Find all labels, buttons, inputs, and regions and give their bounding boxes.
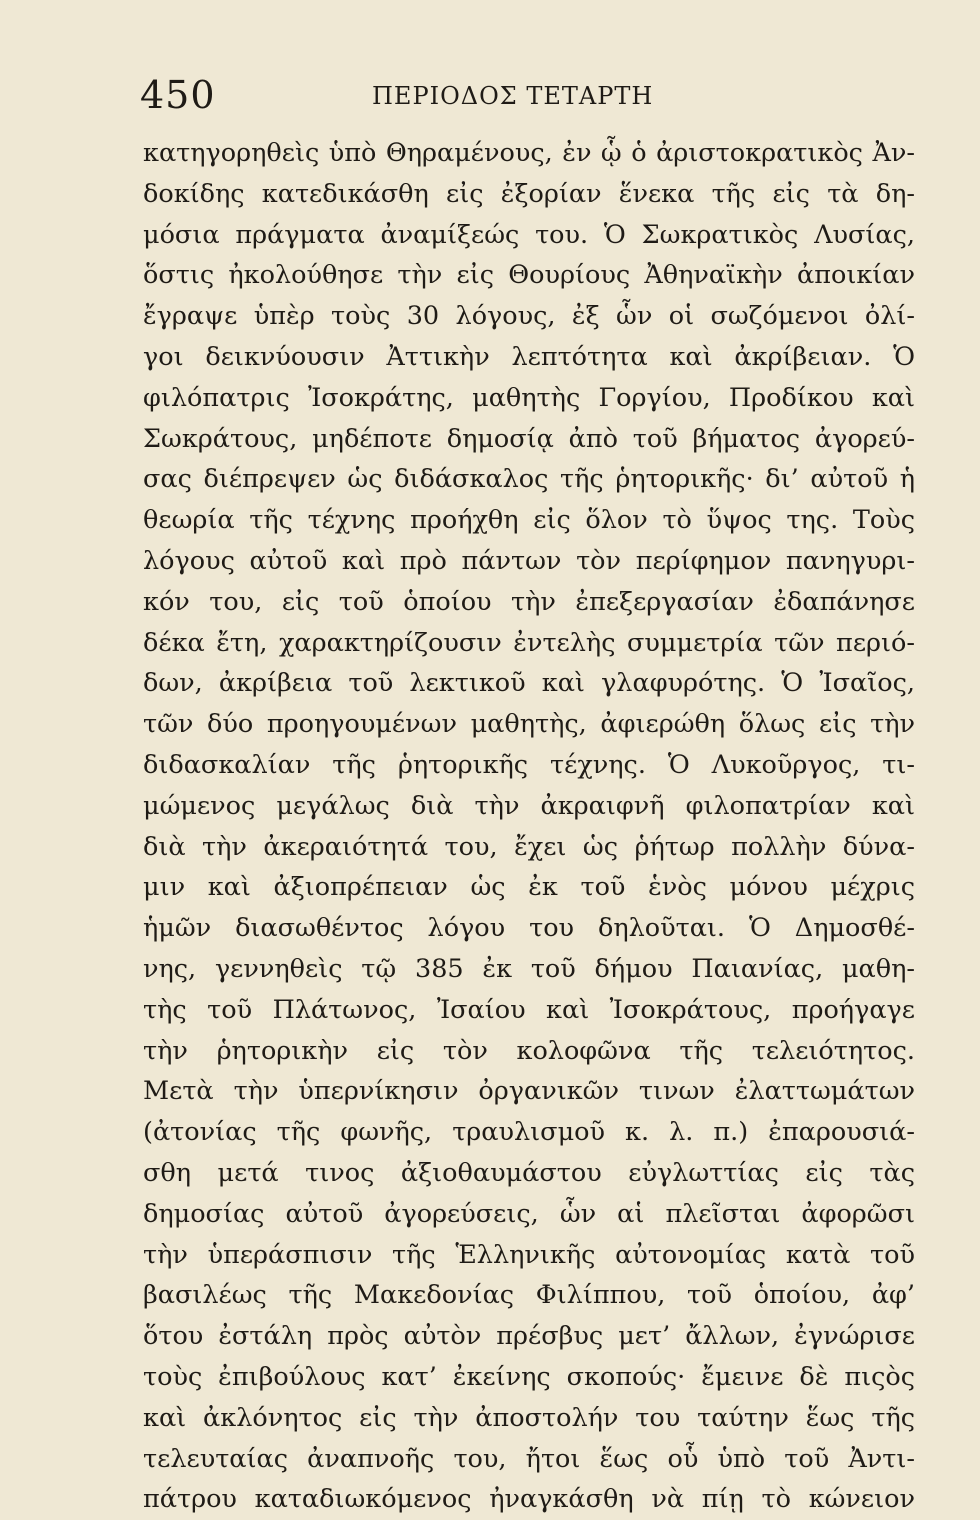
text-line: πάτρου καταδιωκόμενος ἠναγκάσθη νὰ πίῃ τὸ κώνειον xyxy=(143,1484,915,1515)
text-line: τοὺς ἐπιβούλους κατ’ ἐκείνης σκοπούς· ἔμεινε δὲ πιςὸς xyxy=(143,1361,915,1392)
text-line: Σωκράτους, μηδέποτε δημοσίᾳ ἀπὸ τοῦ βήματος ἀγορεύ- xyxy=(143,423,915,454)
text-line: ἔγραψε ὑπὲρ τοὺς 30 λόγους, ἐξ ὧν οἱ σωζόμενοι ὀλί- xyxy=(143,301,915,332)
text-line: κόν του, εἰς τοῦ ὁποίου τὴν ἐπεξεργασίαν ἐδαπάνησε xyxy=(143,586,915,617)
text-line: κατηγορηθεὶς ὑπὸ Θηραμένους, ἐν ᾧ ὁ ἀριστοκρατικὸς Ἀν- xyxy=(143,138,915,168)
text-line: λόγους αὐτοῦ καὶ πρὸ πάντων τὸν περίφημον πανηγυρι- xyxy=(143,545,915,576)
text-line: μόσια πράγματα ἀναμίξεώς του. Ὁ Σωκρατικὸς Λυσίας, xyxy=(143,219,915,250)
text-line: νης, γεννηθεὶς τῷ 385 ἐκ τοῦ δήμου Παιανίας, μαθη- xyxy=(143,953,915,984)
text-line: δημοσίας αὐτοῦ ἀγορεύσεις, ὧν αἱ πλεῖσται ἀφορῶσι xyxy=(143,1198,915,1229)
text-line: δοκίδης κατεδικάσθη εἰς ἐξορίαν ἕνεκα τῆς εἰς τὰ δη- xyxy=(143,178,915,209)
text-line: ὅτου ἐστάλη πρὸς αὐτὸν πρέσβυς μετ’ ἄλλων, ἐγνώρισε xyxy=(143,1321,915,1352)
text-line: διὰ τὴν ἀκεραιότητά του, ἔχει ὡς ῥήτωρ πολλὴν δύνα- xyxy=(143,831,915,862)
running-head: ΠΕΡΙΟΔΟΣ ΤΕΤΑΡΤΗ xyxy=(372,82,654,110)
text-line: μιν καὶ ἀξιοπρέπειαν ὡς ἐκ τοῦ ἑνὸς μόνου μέχρις xyxy=(143,872,915,903)
text-line: σας διέπρεψεν ὡς διδάσκαλος τῆς ῥητορικῆς· δι’ αὐτοῦ ἡ xyxy=(143,464,915,495)
text-line: φιλόπατρις Ἰσοκράτης, μαθητὴς Γοργίου, Προδίκου καὶ xyxy=(143,382,915,413)
text-line: τὴς τοῦ Πλάτωνος, Ἰσαίου καὶ Ἰσοκράτους, προήγαγε xyxy=(143,994,915,1025)
text-line: τὴν ὑπεράσπισιν τῆς Ἑλληνικῆς αὐτονομίας κατὰ τοῦ xyxy=(143,1239,915,1270)
text-line: μώμενος μεγάλως διὰ τὴν ἀκραιφνῆ φιλοπατρίαν καὶ xyxy=(143,790,915,821)
body-text xyxy=(143,133,915,1520)
page-header xyxy=(0,70,980,130)
text-line: Μετὰ τὴν ὑπερνίκησιν ὀργανικῶν τινων ἐλαττωμάτων xyxy=(143,1076,915,1107)
text-line: (ἀτονίας τῆς φωνῆς, τραυλισμοῦ κ. λ. π.) ἐπαρουσιά- xyxy=(143,1117,915,1148)
text-line: βασιλέως τῆς Μακεδονίας Φιλίππου, τοῦ ὁποίου, ἀφ’ xyxy=(143,1280,915,1311)
text-line: ὅστις ἠκολούθησε τὴν εἰς Θουρίους Ἀθηναϊκὴν ἀποικίαν xyxy=(143,260,915,291)
text-line: σθη μετά τινος ἀξιοθαυμάστου εὐγλωττίας εἰς τὰς xyxy=(143,1157,915,1188)
text-line: τελευταίας ἀναπνοῆς του, ἤτοι ἕως οὗ ὑπὸ τοῦ Ἀντι- xyxy=(143,1443,915,1474)
text-line: δέκα ἔτη, χαρακτηρίζουσιν ἐντελὴς συμμετρία τῶν περιό- xyxy=(143,627,915,658)
page-number: 450 xyxy=(140,73,216,117)
text-line: θεωρία τῆς τέχνης προήχθη εἰς ὅλον τὸ ὕψος της. Τοὺς xyxy=(143,505,915,536)
text-line: γοι δεικνύουσιν Ἀττικὴν λεπτότητα καὶ ἀκρίβειαν. Ὁ xyxy=(143,341,915,372)
text-line: ἡμῶν διασωθέντος λόγου του δηλοῦται. Ὁ Δημοσθέ- xyxy=(143,913,915,944)
text-line: τὴν ῥητορικὴν εἰς τὸν κολοφῶνα τῆς τελειότητος. xyxy=(143,1035,915,1066)
text-line: διδασκαλίαν τῆς ῥητορικῆς τέχνης. Ὁ Λυκοῦργος, τι- xyxy=(143,749,915,780)
text-line: δων, ἀκρίβεια τοῦ λεκτικοῦ καὶ γλαφυρότης. Ὁ Ἰσαῖος, xyxy=(143,668,915,699)
text-line: καὶ ἀκλόνητος εἰς τὴν ἀποστολήν του ταύτην ἕως τῆς xyxy=(143,1402,915,1433)
text-line: τῶν δύο προηγουμένων μαθητὴς, ἀφιερώθη ὅλως εἰς τὴν xyxy=(143,709,915,740)
